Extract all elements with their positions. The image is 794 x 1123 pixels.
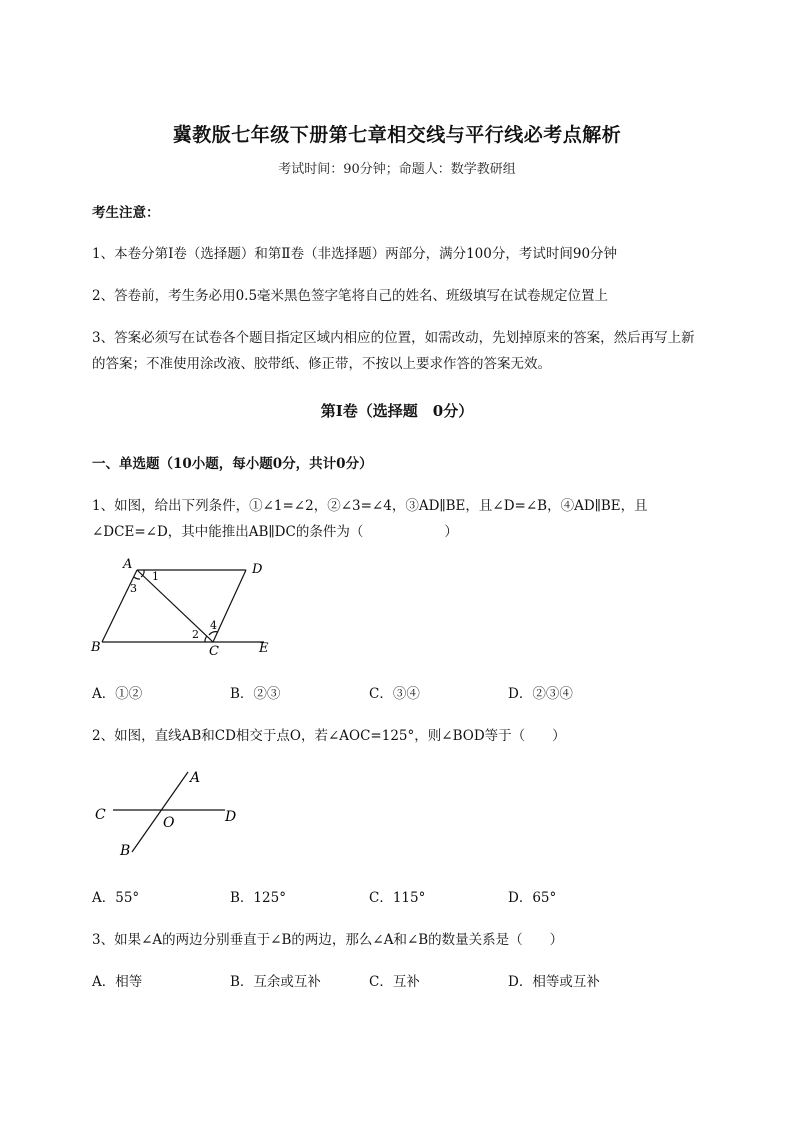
note-item-3: 3、答案必须写在试卷各个题目指定区域内相应的位置，如需改动，先划掉原来的答案，然后再写上新 (92, 330, 695, 346)
line-DC (213, 570, 246, 642)
question-1-text-cont: ∠DCE=∠D，其中能推出AB∥DC的条件为（ ） (92, 524, 458, 540)
label-A: A (123, 557, 133, 572)
label-E: E (259, 641, 269, 656)
section-title: 第I卷（选择题 0分） (320, 402, 474, 420)
q3-option-b[interactable]: B．互余或互补 (230, 974, 321, 990)
label-D: D (252, 562, 263, 577)
q2-option-d[interactable]: D．65° (508, 890, 557, 906)
label-O: O (163, 815, 175, 831)
exam-info: 考试时间：90分钟；命题人：数学教研组 (278, 162, 516, 177)
q3-option-d[interactable]: D．相等或互补 (508, 974, 600, 990)
line-AB (102, 570, 137, 642)
question-1-figure (88, 556, 278, 662)
q2-option-b[interactable]: B．125° (230, 890, 286, 906)
question-2-text: 2、如图，直线AB和CD相交于点O，若∠AOC=125°，则∠BOD等于（ ） (92, 728, 566, 744)
label-3: 3 (130, 582, 137, 595)
note-item-2: 2、答卷前，考生务必用0.5毫米黑色签字笔将自己的姓名、班级填写在试卷规定位置上 (92, 288, 609, 304)
q1-option-b[interactable]: B．②③ (230, 686, 281, 702)
label-2: 2 (192, 628, 199, 641)
label-1: 1 (152, 570, 159, 583)
label-C: C (209, 644, 219, 659)
question-1-text: 1、如图，给出下列条件，①∠1=∠2，②∠3=∠4，③AD∥BE，且∠D=∠B，④AD∥BE，且 (92, 498, 648, 514)
q3-option-a[interactable]: A．相等 (92, 974, 143, 990)
angle-2-arc (205, 636, 207, 642)
label-4: 4 (210, 619, 217, 632)
q3-option-c[interactable]: C．互补 (369, 974, 420, 990)
q1-option-d[interactable]: D．②③④ (508, 686, 573, 702)
line-AC (137, 570, 213, 642)
part-heading: 一、单选题（10小题，每小题0分，共计0分） (92, 456, 373, 472)
question-3-text: 3、如果∠A的两边分别垂直于∠B的两边，那么∠A和∠B的数量关系是（ ） (92, 932, 564, 948)
q2-option-c[interactable]: C．115° (369, 890, 426, 906)
label-B: B (120, 843, 131, 859)
notes-heading: 考生注意： (92, 205, 160, 221)
label-C: C (95, 807, 106, 823)
note-item-1: 1、本卷分第I卷（选择题）和第Ⅱ卷（非选择题）两部分，满分100分，考试时间90分钟 (92, 246, 618, 262)
label-D: D (225, 809, 237, 825)
angle-3-arc (134, 577, 140, 579)
note-item-3-cont: 的答案；不准使用涂改液、胶带纸、修正带，不按以上要求作答的答案无效。 (92, 356, 551, 372)
line-AB (132, 772, 188, 852)
label-A: A (190, 770, 201, 786)
label-B: B (91, 640, 101, 655)
page-title: 冀教版七年级下册第七章相交线与平行线必考点解析 (172, 124, 622, 146)
q2-option-a[interactable]: A．55° (92, 890, 140, 906)
q1-option-a[interactable]: A．①② (92, 686, 143, 702)
question-2-figure (88, 764, 258, 862)
q1-option-c[interactable]: C．③④ (369, 686, 420, 702)
